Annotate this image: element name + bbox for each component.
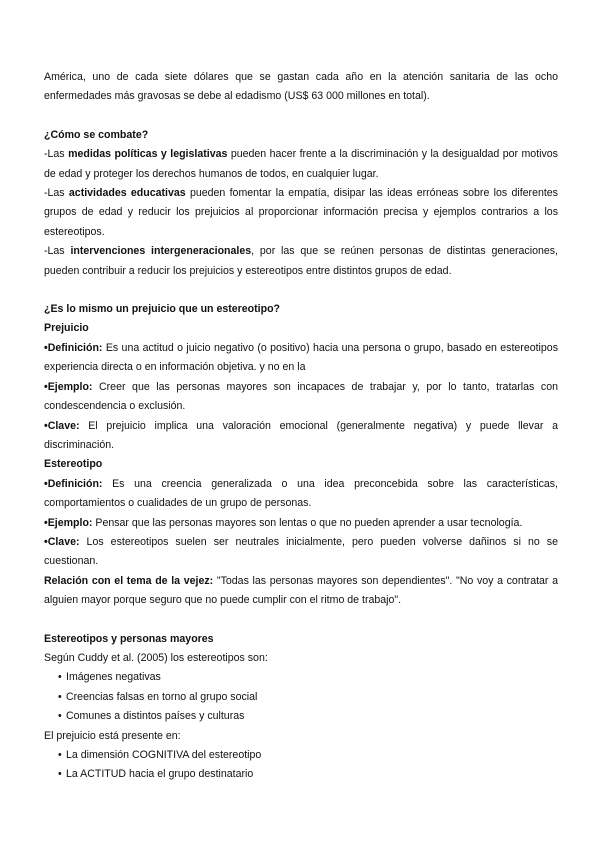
item-rest: pueden hacer frente a la discriminación y la desigualdad por motivos de edad y proteger los derechos humanos de todos, en cualquier lugar. bbox=[44, 148, 558, 180]
item-text: Es una creencia generalizada o una idea preconcebida sobre las características, comportamientos o cualidades de un grupo de personas. bbox=[44, 477, 558, 510]
list-item bbox=[44, 688, 558, 707]
list-item-text: La dimensión COGNITIVA del estereotipo bbox=[66, 749, 262, 761]
item-bold: intervenciones intergeneracionales bbox=[70, 245, 252, 258]
list-item-text: Imágenes negativas bbox=[66, 671, 161, 684]
relation-label: Relación con el tema de la vejez: bbox=[44, 574, 214, 587]
item-text: Es una actitud o juicio negativo (o positivo) hacia una persona o grupo, basado en estereotipos experiencia directa o en información objetiva. y no en la bbox=[44, 341, 558, 374]
item-prefix: -Las bbox=[44, 245, 71, 258]
item-rest: pueden fomentar la empatía, disipar las ideas erróneas sobre los diferentes grupos de edad y reducir los prejuicios al proporcionar información precisa y ejemplos contrarios a los estereotipos. bbox=[44, 187, 558, 238]
item-text: El prejuicio implica una valoración emocional (generalmente negativa) y puede llevar a discriminación. bbox=[44, 419, 558, 451]
item-bold: actividades educativas bbox=[68, 187, 186, 200]
combat-item-intergenerational bbox=[44, 242, 558, 281]
elderly-intro: Según Cuddy et al. (2005) los estereotipos son: bbox=[44, 651, 268, 664]
item-text: Pensar que las personas mayores son lentas o que no pueden aprender a usar tecnología. bbox=[92, 516, 523, 529]
elderly-heading: Estereotipos y personas mayores bbox=[44, 632, 214, 645]
list-item-text: La ACTITUD hacia el grupo destinatario bbox=[66, 768, 254, 781]
prejudice-list bbox=[44, 746, 558, 785]
list-item bbox=[44, 668, 558, 687]
list-item-text: Creencias falsas en torno al grupo social bbox=[66, 690, 258, 703]
prejuicio-example bbox=[44, 378, 558, 417]
item-label: •Ejemplo: bbox=[44, 380, 93, 393]
item-prefix: -Las bbox=[44, 187, 69, 200]
relation-text: "Todas las personas mayores son dependientes". "No voy a contratar a alguien mayor porque seguro que no puede cumplir con el ritmo de trabajo". bbox=[44, 574, 558, 607]
bullet-icon: • bbox=[58, 690, 62, 703]
prejuicio-definition bbox=[44, 339, 558, 378]
relation-paragraph bbox=[44, 572, 558, 611]
bullet-icon: • bbox=[58, 768, 62, 781]
prejuicio-key bbox=[44, 417, 558, 456]
item-prefix: -Las bbox=[44, 148, 69, 161]
estereotipo-key bbox=[44, 533, 558, 572]
item-label: •Clave: bbox=[44, 419, 80, 432]
intro-paragraph: América, uno de cada siete dólares que se gastan cada año en la atención sanitaria de las ocho enfermedades más gravosas se debe al edadismo (US$ 63 000 millones en total). bbox=[44, 71, 558, 103]
estereotipo-example bbox=[44, 514, 558, 533]
compare-heading: ¿Es lo mismo un prejuicio que un estereotipo? bbox=[44, 303, 281, 316]
combat-item-policies bbox=[44, 145, 558, 184]
item-text: Creer que las personas mayores son incapaces de trabajar y, por lo tanto, tratarlas con condescendencia o exclusión. bbox=[44, 380, 558, 413]
list-item bbox=[44, 707, 558, 726]
spacer bbox=[44, 281, 558, 300]
spacer bbox=[44, 107, 558, 126]
item-label: •Definición: bbox=[44, 477, 103, 490]
item-label: •Clave: bbox=[44, 535, 80, 548]
estereotipo-definition bbox=[44, 475, 558, 514]
item-rest: , por las que se reúnen personas de distintas generaciones, pueden contribuir a reducir los prejuicios y estereotipos entre distintos grupos de edad. bbox=[44, 245, 558, 277]
bullet-icon: • bbox=[58, 710, 62, 723]
item-text: Los estereotipos suelen ser neutrales inicialmente, pero pueden volverse dañinos si no se cuestionan. bbox=[44, 535, 558, 568]
item-label: •Ejemplo: bbox=[44, 516, 93, 529]
prejudice-intro: El prejuicio está presente en: bbox=[44, 729, 181, 742]
bullet-icon: • bbox=[58, 671, 62, 684]
item-bold: medidas políticas y legislativas bbox=[68, 148, 228, 161]
document-page bbox=[44, 68, 558, 785]
prejuicio-title: Prejuicio bbox=[44, 322, 89, 335]
bullet-icon: • bbox=[58, 749, 62, 761]
combat-item-education bbox=[44, 184, 558, 242]
combat-heading: ¿Cómo se combate? bbox=[44, 128, 149, 141]
list-item-text: Comunes a distintos países y culturas bbox=[66, 710, 245, 723]
list-item bbox=[44, 746, 558, 765]
stereotypes-list bbox=[44, 668, 558, 726]
list-item bbox=[44, 765, 558, 784]
item-label: •Definición: bbox=[44, 341, 103, 354]
estereotipo-title: Estereotipo bbox=[44, 458, 103, 471]
spacer bbox=[44, 611, 558, 630]
